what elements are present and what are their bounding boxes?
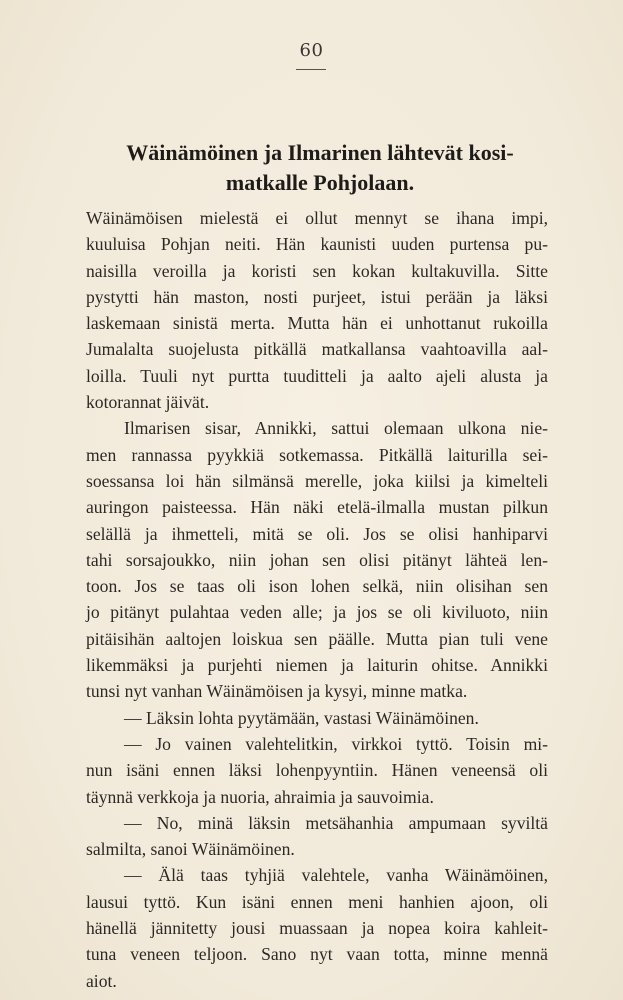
body-line: loilla. Tuuli nyt purtta tuuditteli ja aalto ajeli alusta ja bbox=[86, 365, 548, 386]
body-line: — Jo vainen valehtelitkin, virkkoi tyttö. Toisin mi- bbox=[124, 733, 548, 754]
body-line: tuna veneen teljoon. Sano nyt vaan totta, minne mennä bbox=[86, 944, 548, 965]
body-line: pystytti hän maston, nosti purjeet, istui perään ja läksi bbox=[86, 286, 548, 307]
body-line: täynnä verkkoja ja nuoria, ahraimia ja sauvoimia. bbox=[86, 786, 434, 807]
body-line: hänellä jännitetty jousi muassaan ja nopea koira kahleit- bbox=[86, 918, 548, 939]
body-line: lausui tyttö. Kun isäni ennen meni hanhien ajoon, oli bbox=[86, 891, 548, 912]
body-line: auringon paisteessa. Hän näki etelä-ilmalla mustan pilkun bbox=[86, 497, 548, 518]
body-line: kotorannat jäivät. bbox=[86, 392, 210, 413]
body-line: Jumalalta suojelusta pitkällä matkallansa vaahtoavilla aal- bbox=[86, 339, 548, 360]
body-line: likemmäksi ja purjehti niemen ja laiturin ohitse. Annikki bbox=[86, 655, 548, 676]
body-line: soessansa loi hän silmänsä merelle, joka kiilsi ja kimelteli bbox=[86, 470, 548, 491]
body-line: — No, minä läksin metsähanhia ampumaan syviltä bbox=[124, 812, 548, 833]
body-line: Wäinämöisen mielestä ei ollut mennyt se ihana impi, bbox=[86, 208, 548, 228]
body-line: — Läksin lohta pyytämään, vastasi Wäinämöinen. bbox=[124, 707, 479, 728]
body-line: toon. Jos se taas oli ison lohen selkä, niin olisihan sen bbox=[86, 576, 548, 597]
chapter-title bbox=[100, 138, 540, 198]
body-line: selällä ja ihmetteli, mitä se oli. Jos se olisi hanhiparvi bbox=[86, 523, 548, 544]
body-line: pitäisihän aaltojen loiskua sen päälle. Mutta pian tuli vene bbox=[86, 628, 548, 649]
body-line: kuuluisa Pohjan neiti. Hän kaunisti uuden purtensa pu- bbox=[86, 234, 548, 255]
body-line: tahi sorsajoukko, niin johan sen olisi pitänyt lähteä len- bbox=[86, 549, 548, 570]
page-number: 60 bbox=[299, 40, 324, 61]
page-number-rule bbox=[296, 69, 326, 70]
body-line: tunsi nyt vanhan Wäinämöisen ja kysyi, minne matka. bbox=[86, 681, 468, 702]
body-line: aiot. bbox=[86, 970, 117, 991]
chapter-title-line-2: matkalle Pohjolaan. bbox=[225, 170, 415, 195]
body-line: naisilla veroilla ja koristi sen kokan kultakuvilla. Sitte bbox=[86, 260, 548, 281]
body-text bbox=[86, 205, 548, 994]
body-line: salmilta, sanoi Wäinämöinen. bbox=[86, 839, 295, 860]
body-line: nun isäni ennen läksi lohenpyyntiin. Hänen veneensä oli bbox=[86, 760, 548, 781]
body-line: — Älä taas tyhjiä valehtele, vanha Wäinämöinen, bbox=[124, 865, 548, 886]
chapter-title-line-1: Wäinämöinen ja Ilmarinen lähtevät kosi- bbox=[126, 140, 514, 165]
body-line: men rannassa pyykkiä sotkemassa. Pitkällä laiturilla sei- bbox=[86, 444, 548, 465]
body-line: jo pitänyt pulahtaa veden alle; ja jos se oli kiviluoto, niin bbox=[86, 602, 548, 623]
body-line: Ilmarisen sisar, Annikki, sattui olemaan ulkona nie- bbox=[124, 418, 548, 439]
body-line: laskemaan sinistä merta. Mutta hän ei unhottanut rukoilla bbox=[86, 313, 548, 334]
